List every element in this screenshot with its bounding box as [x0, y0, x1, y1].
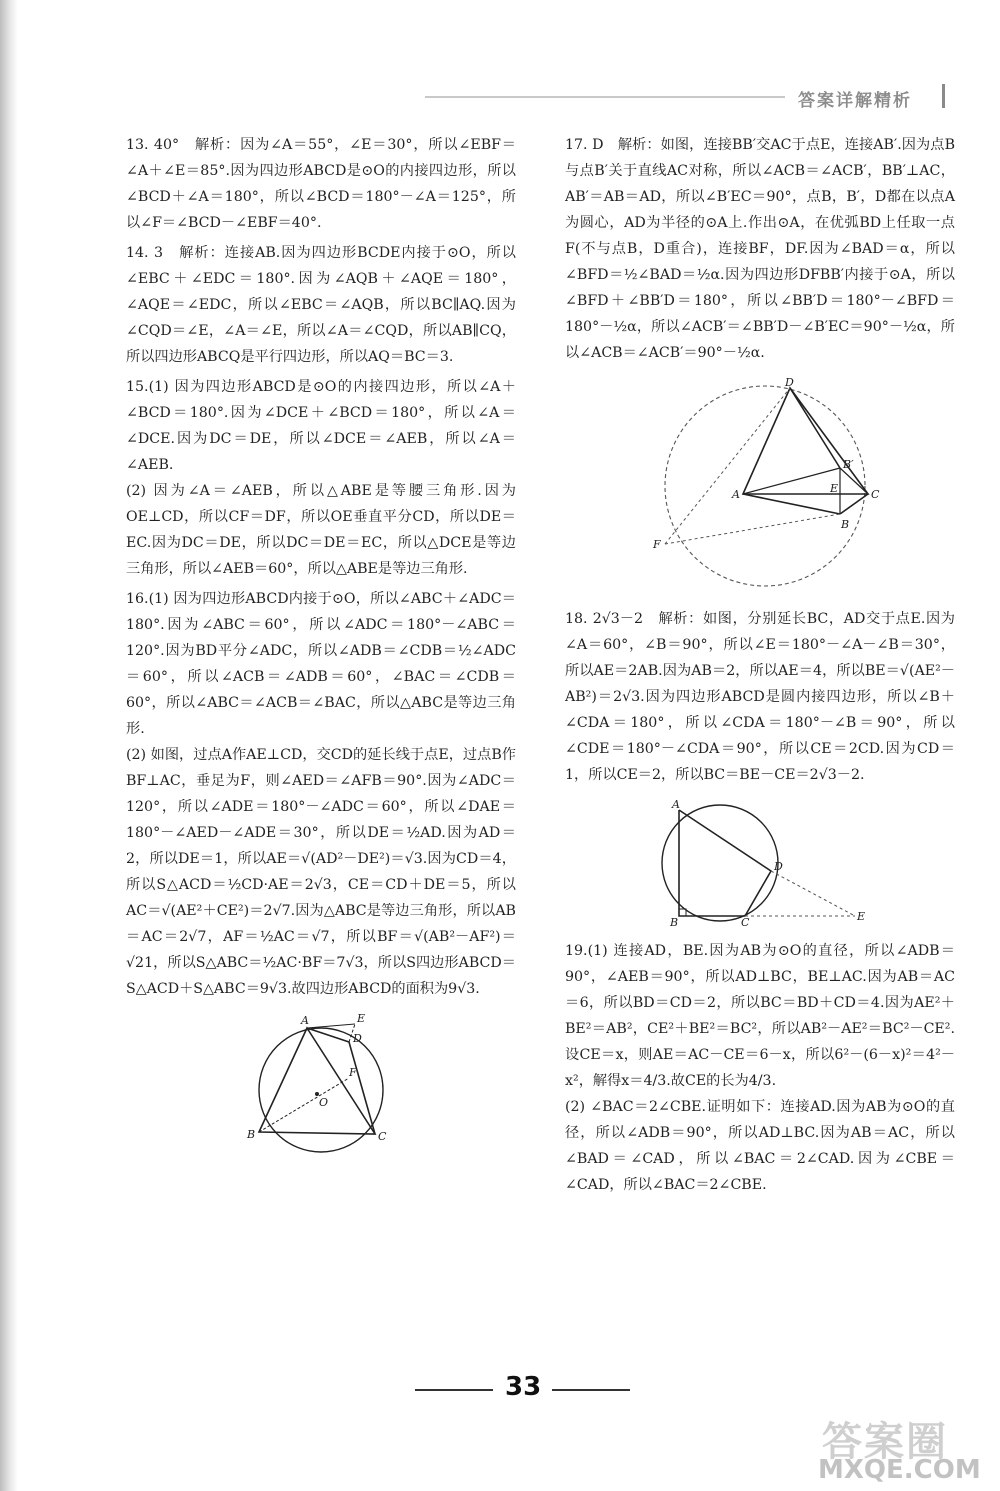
figure-17-label-b-prime: B′: [843, 458, 854, 471]
figure-18-label-a: A: [672, 798, 680, 811]
page-footer: [0, 1374, 1000, 1404]
answer-19-part1: 19.(1) 连接AD，BE.因为AB为⊙O的直径，所以∠ADB＝90°，∠AEB＝90°，所以AD⊥BC，BE⊥AC.因为AB＝AC＝6，所以BD＝CD＝2，所以BC＝BD＋CD＝4.因为AE²＋BE²＝AB²，CE²＋BE²＝BC²，所以AB²－AE²＝BC²－CE².设CE＝x，则AE＝AC－CE＝6－x，所以6²－(6－x)²＝4²－x²，解得x＝4/3.故CE的长为4/3.: [565, 943, 955, 1089]
answer-13: 13. 40° 解析：因为∠A＝55°，∠E＝30°，所以∠EBF＝∠A＋∠E＝85°.因为四边形ABCD是⊙O的内接四边形，所以∠BCD＋∠A＝180°，所以∠BCD＝180°－∠A＝125°，所以∠F＝∠BCD－∠EBF＝40°.: [126, 137, 516, 231]
footer-rule-right: [552, 1389, 630, 1391]
figure-18-label-e: E: [857, 910, 866, 923]
watermark-logo: 答案圈: [822, 1419, 948, 1465]
answer-19-part2: (2) ∠BAC＝2∠CBE.证明如下：连接AD.因为AB为⊙O的直径，所以∠ADB＝90°，所以AD⊥BC.因为AB＝AC，所以∠BAD＝∠CAD，所以∠BAC＝2∠CAD.因为∠CBE＝∠CAD，所以∠BAC＝2∠CBE.: [565, 1099, 955, 1193]
figure-18-label-c: C: [741, 916, 750, 928]
figure-17-label-a: A: [732, 488, 740, 501]
figure-16-label-e: E: [357, 1012, 366, 1025]
header-rule: [425, 96, 785, 98]
figure-18-label-b: B: [670, 916, 679, 928]
watermark-url: MXQE.COM: [818, 1455, 981, 1485]
figure-18-label-d: D: [774, 860, 783, 873]
figure-18: [645, 798, 875, 928]
figure-17-label-e: E: [830, 482, 839, 495]
figure-16-label-f: F: [349, 1066, 357, 1079]
figure-16-label-d: D: [353, 1032, 362, 1045]
answer-16-part2: (2) 如图，过点A作AE⊥CD，交CD的延长线于点E，过点B作BF⊥AC，垂足为F，则∠AED＝∠AFB＝90°.因为∠ADC＝120°，所以∠ADE＝180°－∠ADC＝60°，所以∠DAE＝180°－∠AED－∠ADE＝30°，所以DE＝½AD.因为AD＝2，所以DE＝1，所以AE＝√(AD²－DE²)＝√3.因为CD＝4，所以S△ACD＝½CD·AE＝2√3，CE＝CD＋DE＝5，所以AC＝√(AE²＋CE²)＝2√7.因为△ABC是等边三角形，所以AB＝AC＝2√7，AF＝½AC＝√7，所以BF＝√(AB²－AF²)＝√21，所以S△ABC＝½AC·BF＝7√3，所以S四边形ABCD＝S△ACD＋S△ABC＝9√3.故四边形ABCD的面积为9√3.: [126, 747, 516, 997]
figure-16-label-b: B: [247, 1128, 256, 1141]
right-column: [565, 132, 955, 1198]
left-column: [126, 132, 516, 1172]
answer-15-part2: (2) 因为∠A＝∠AEB，所以△ABE是等腰三角形.因为OE⊥CD，所以CF＝DF，所以OE垂直平分CD，所以DE＝EC.因为DC＝DE，所以DC＝DE＝EC，所以△DCE是等边三角形，所以∠AEB＝60°，所以△ABE是等边三角形.: [126, 483, 516, 577]
figure-16-label-o: O: [319, 1096, 329, 1109]
answer-14: 14. 3 解析：连接AB.因为四边形BCDE内接于⊙O，所以∠EBC＋∠EDC＝180°.因为∠AQB＋∠AQE＝180°，∠AQE＝∠EDC，所以∠EBC＝∠AQB，所以BC∥AQ.因为∠CQD＝∠E，∠A＝∠E，所以∠A＝∠CQD，所以AB∥CQ，所以四边形ABCQ是平行四边形，所以AQ＝BC＝3.: [126, 245, 516, 365]
header-title: 答案详解精析: [798, 91, 912, 111]
book-spine-shadow: [0, 0, 18, 1491]
answer-18: 18. 2√3－2 解析：如图，分别延长BC，AD交于点E.因为∠A＝60°，∠B＝90°，所以∠E＝180°－∠A－∠B＝30°，所以AE＝2AB.因为AB＝2，所以AE＝4，所以BE＝√(AE²－AB²)＝2√3.因为四边形ABCD是圆内接四边形，所以∠B＋∠CDA＝180°，所以∠CDA＝180°－∠B＝90°，所以∠CDE＝180°－∠CDA＝90°，所以CE＝2CD.因为CD＝1，所以CE＝2，所以BC＝BE－CE＝2√3－2.: [565, 611, 955, 783]
footer-rule-left: [415, 1389, 493, 1391]
page-number: 33: [505, 1372, 542, 1402]
figure-17-label-b: B: [841, 518, 850, 531]
figure-17-label-f: F: [653, 538, 661, 551]
figure-16-label-c: C: [378, 1130, 387, 1143]
answer-17: 17. D 解析：如图，连接BB′交AC于点E，连接AB′.因为点B与点B′关于直线AC对称，所以∠ACB＝∠ACB′，BB′⊥AC，AB′＝AB＝AD，所以∠B′EC＝90°，点B，B′，D都在以点A为圆心，AD为半径的⊙A上.作出⊙A，在优弧BD上任取一点F(不与点B，D重合)，连接BF，DF.因为∠BAD＝α，所以∠BFD＝½∠BAD＝½α.因为四边形DFBB′内接于⊙A，所以∠BFD＋∠BB′D＝180°，所以∠BB′D＝180°－∠BFD＝180°－½α，所以∠ACB′＝∠BB′D－∠B′EC＝90°－½α，所以∠ACB＝∠ACB′＝90°－½α.: [565, 137, 955, 361]
figure-17-label-c: C: [871, 488, 880, 501]
figure-16: [241, 1012, 401, 1162]
figure-17-label-d: D: [785, 376, 794, 389]
header-bar: [942, 84, 945, 108]
answer-15-part1: 15.(1) 因为四边形ABCD是⊙O的内接四边形，所以∠A＋∠BCD＝180°.因为∠DCE＋∠BCD＝180°，所以∠A＝∠DCE.因为DC＝DE，所以∠DCE＝∠AEB，所以∠A＝∠AEB.: [126, 379, 516, 473]
answer-16-part1: 16.(1) 因为四边形ABCD内接于⊙O，所以∠ABC＋∠ADC＝180°.因为∠ABC＝60°，所以∠ADC＝180°－∠ABC＝120°.因为BD平分∠ADC，所以∠ADB＝∠CDB＝½∠ADC＝60°，所以∠ACB＝∠ADB＝60°，∠BAC＝∠CDB＝60°，所以∠ABC＝∠ACB＝∠BAC，所以△ABC是等边三角形.: [126, 591, 516, 737]
figure-16-label-a: A: [301, 1014, 309, 1027]
figure-17: [635, 376, 885, 596]
